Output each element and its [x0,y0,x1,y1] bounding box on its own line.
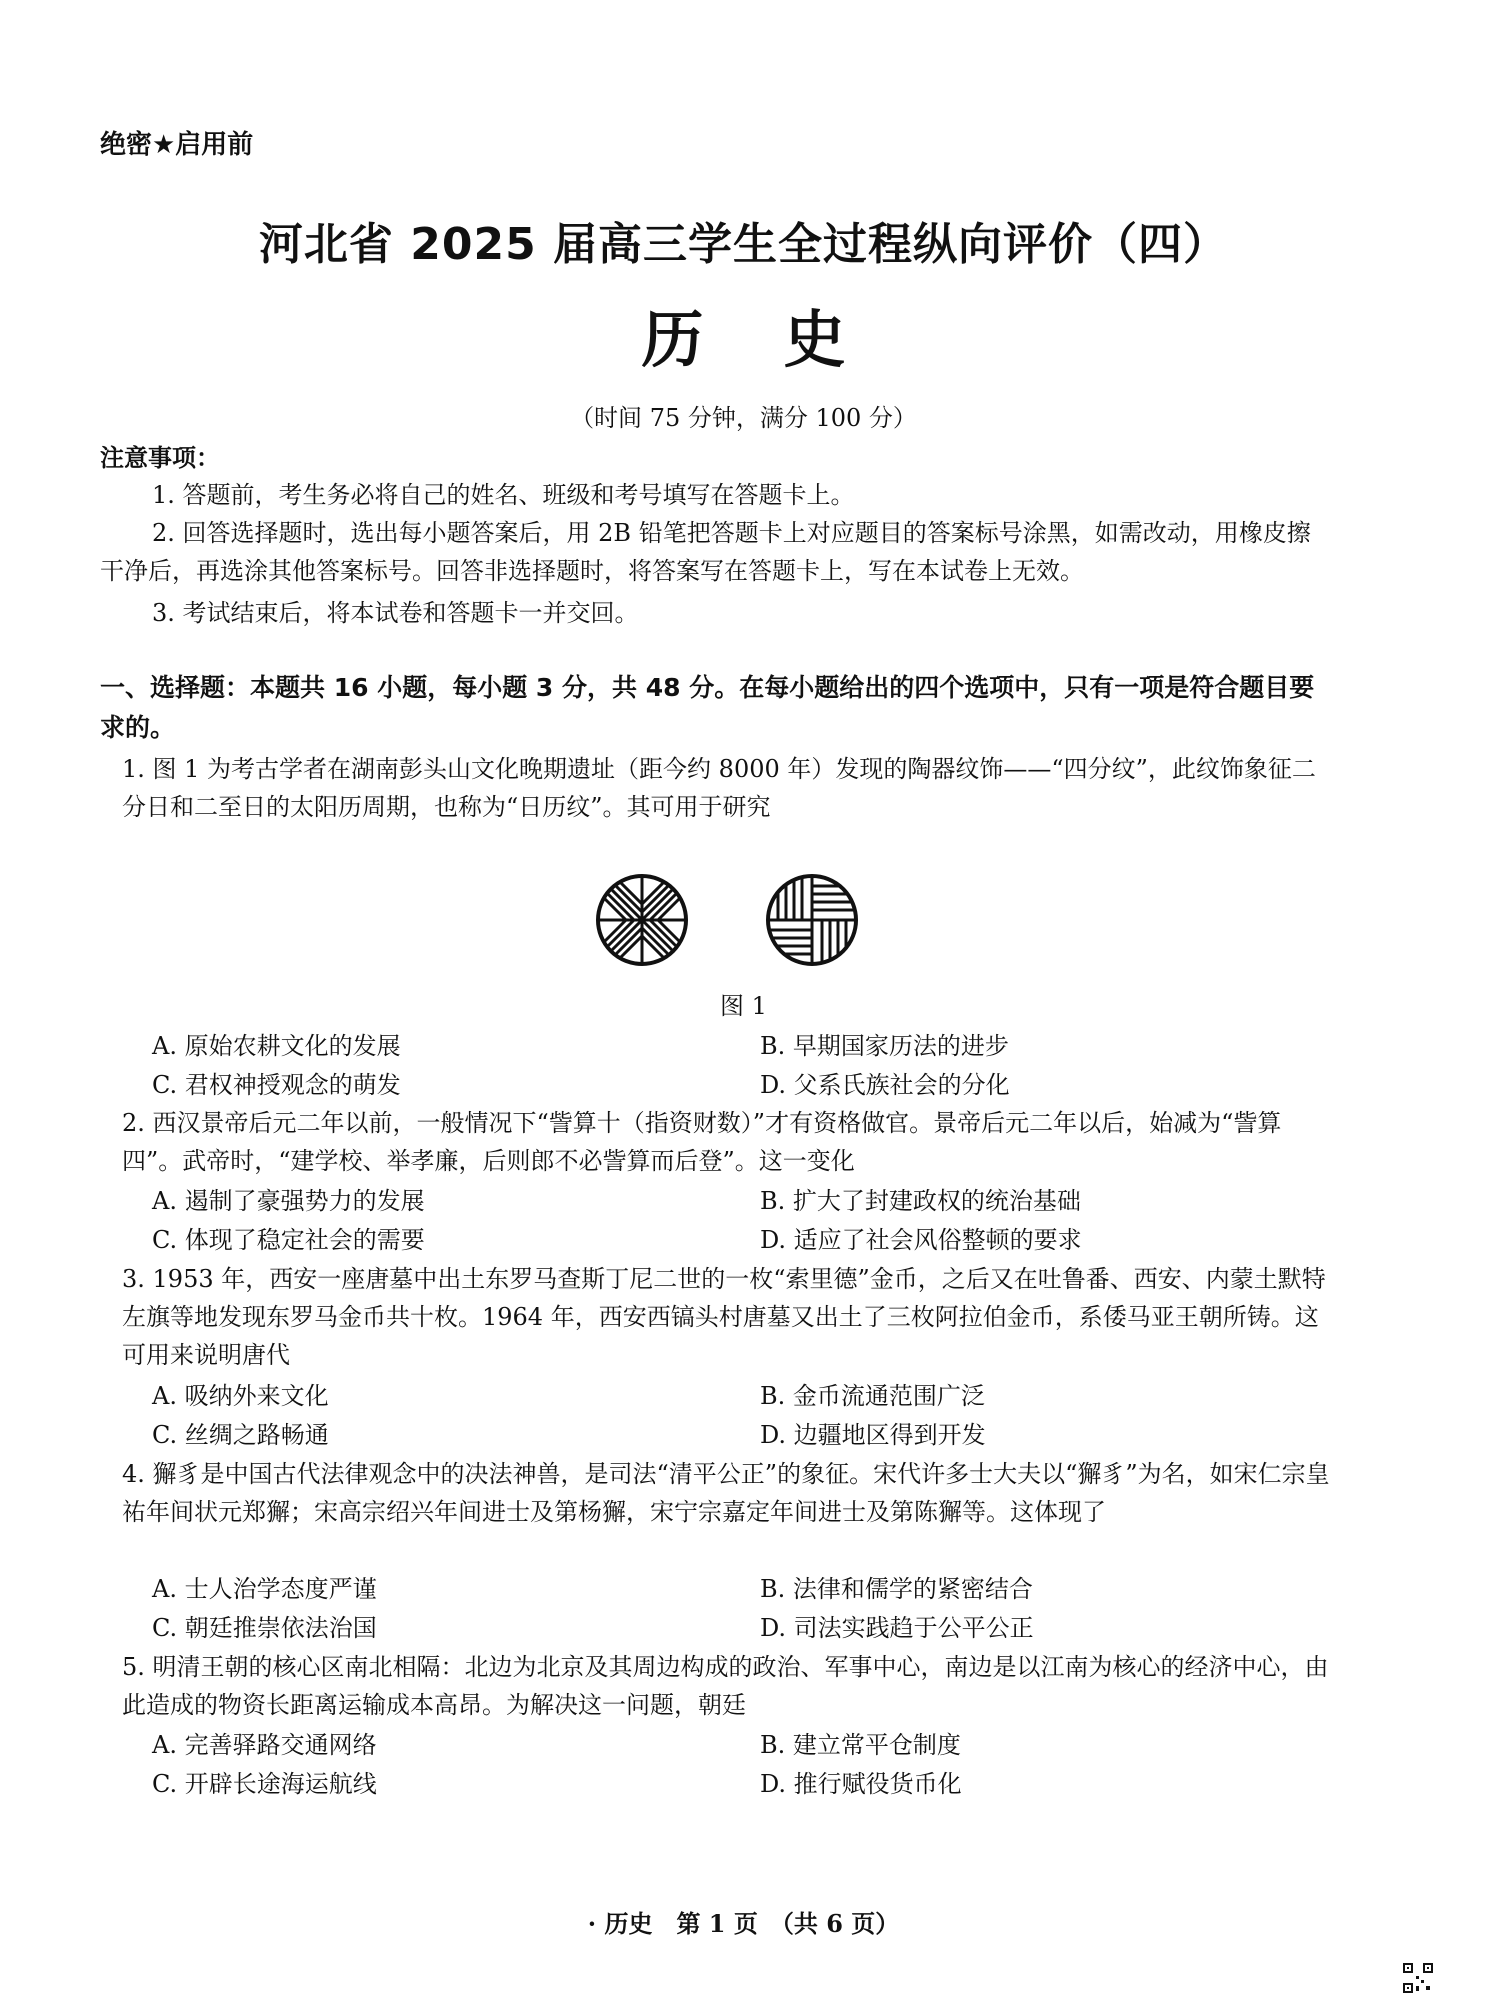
page-footer: · 历史 第 1 页 （共 6 页） [587,1909,900,1938]
pottery-pattern-figure-right [764,872,860,968]
question-1-stem: 1. 图 1 为考古学者在湖南彭头山文化晚期遗址（距今约 8000 年）发现的陶器纹饰——“四分纹”，此纹饰象征二分日和二至日的太阳历周期，也称为“日历纹”。其可用于研究 [122,755,1316,821]
q5-option-c: C. 开辟长途海运航线 [152,1770,377,1798]
notice-heading: 注意事项： [100,444,220,472]
question-3-stem: 3. 1953 年，西安一座唐墓中出土东罗马查斯丁尼二世的一枚“索里德”金币，之后又在吐鲁番、西安、内蒙土默特左旗等地发现东罗马金币共十枚。1964 年，西安西镐头村唐墓又出土了三枚阿拉伯金币，系倭马亚王朝所铸。这可用来说明唐代 [122,1265,1326,1369]
figure-caption: 图 1 [720,992,767,1020]
subject-title: 历史 [641,303,926,376]
notice-item: 3. 考试结束后，将本试卷和答题卡一并交回。 [152,599,639,627]
section-heading: 一、选择题：本题共 16 小题，每小题 3 分，共 48 分。在每小题给出的四个选项中，只有一项是符合题目要求的。 [100,673,1315,742]
pottery-pattern-figure-left [594,872,690,968]
q2-option-c: C. 体现了稳定社会的需要 [152,1226,425,1254]
exam-title: 河北省 2025 届高三学生全过程纵向评价（四） [258,219,1229,270]
q1-option-c: C. 君权神授观念的萌发 [152,1071,401,1099]
qr-code-icon [1402,1962,1434,1994]
time-limit: （时间 75 分钟，满分 100 分） [570,404,917,432]
q1-option-b: B. 早期国家历法的进步 [760,1032,1009,1060]
notice-item: 1. 答题前，考生务必将自己的姓名、班级和考号填写在答题卡上。 [152,481,855,509]
q4-option-a: A. 士人治学态度严谨 [152,1575,377,1603]
q1-option-d: D. 父系氏族社会的分化 [760,1071,1010,1099]
q2-option-b: B. 扩大了封建政权的统治基础 [760,1187,1081,1215]
q1-option-a: A. 原始农耕文化的发展 [152,1032,401,1060]
q2-option-d: D. 适应了社会风俗整顿的要求 [760,1226,1082,1254]
question-2-stem: 2. 西汉景帝后元二年以前，一般情况下“訾算十（指资财数）”才有资格做官。景帝后元二年以后，始减为“訾算四”。武帝时，“建学校、举孝廉，后则郎不必訾算而后登”。这一变化 [122,1109,1282,1175]
q3-option-d: D. 边疆地区得到开发 [760,1421,986,1449]
notice-item: 2. 回答选择题时，选出每小题答案后，用 2B 铅笔把答题卡上对应题目的答案标号涂黑，如需改动，用橡皮擦干净后，再选涂其他答案标号。回答非选择题时，将答案写在答题卡上，写在本试卷上无效。 [100,519,1311,585]
question-5-stem: 5. 明清王朝的核心区南北相隔：北边为北京及其周边构成的政治、军事中心，南边是以江南为核心的经济中心，由此造成的物资长距离运输成本高昂。为解决这一问题，朝廷 [122,1653,1329,1719]
q4-option-c: C. 朝廷推崇依法治国 [152,1614,377,1642]
q4-option-d: D. 司法实践趋于公平公正 [760,1614,1034,1642]
q5-option-a: A. 完善驿路交通网络 [152,1731,377,1759]
confidential-mark: 绝密★启用前 [100,130,254,160]
q5-option-d: D. 推行赋役货币化 [760,1770,962,1798]
q4-option-b: B. 法律和儒学的紧密结合 [760,1575,1033,1603]
q2-option-a: A. 遏制了豪强势力的发展 [152,1187,425,1215]
q3-option-a: A. 吸纳外来文化 [152,1382,329,1410]
q3-option-c: C. 丝绸之路畅通 [152,1421,329,1449]
q5-option-b: B. 建立常平仓制度 [760,1731,961,1759]
question-4-stem: 4. 獬豸是中国古代法律观念中的决法神兽，是司法“清平公正”的象征。宋代许多士大夫以“獬豸”为名，如宋仁宗皇祐年间状元郑獬；宋高宗绍兴年间进士及第杨獬，宋宁宗嘉定年间进士及第陈獬等。这体现了 [122,1460,1330,1526]
q3-option-b: B. 金币流通范围广泛 [760,1382,985,1410]
